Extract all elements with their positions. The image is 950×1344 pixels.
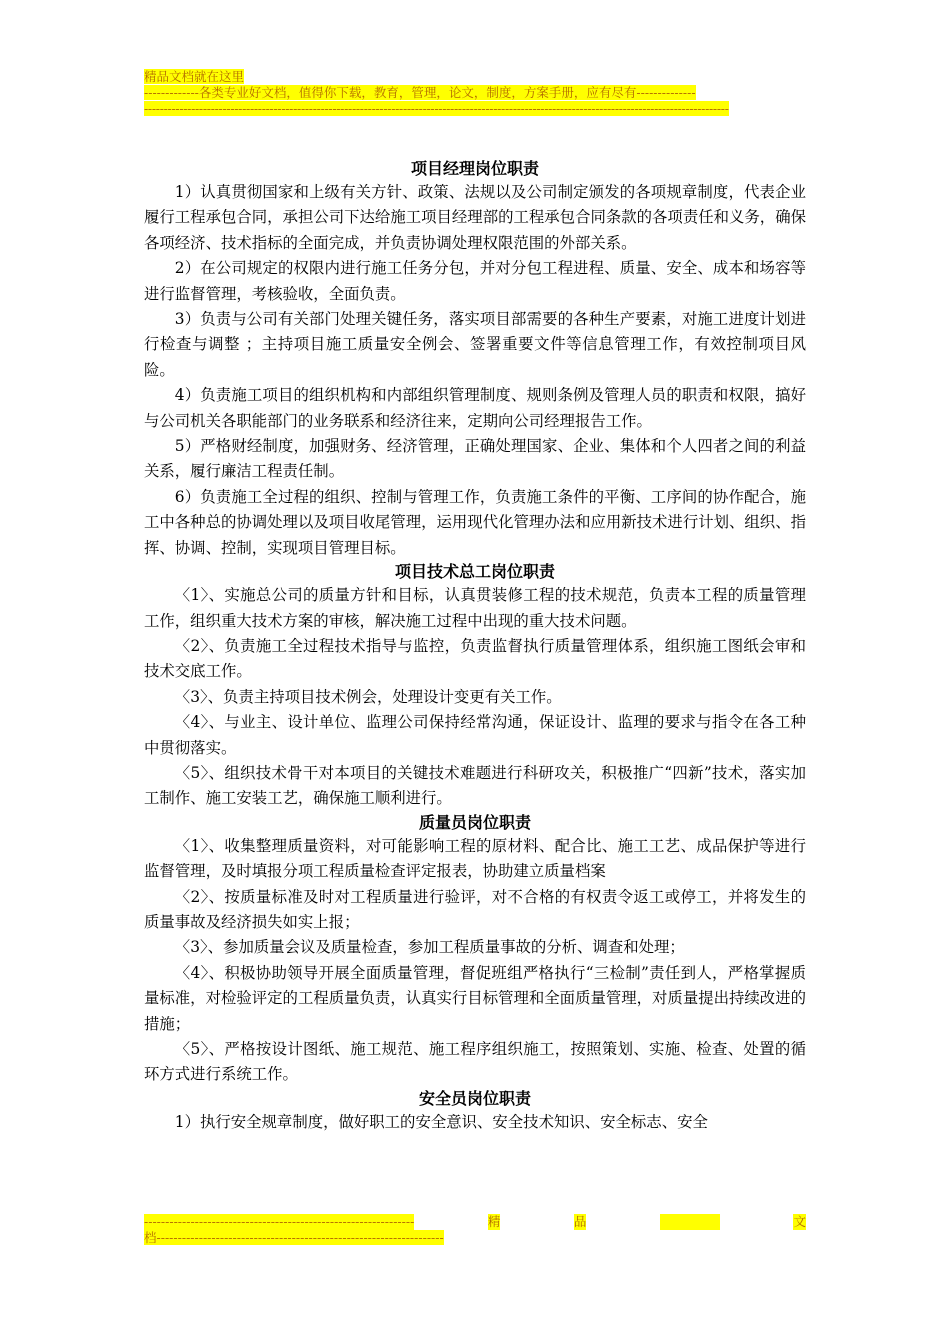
section-safety-officer <box>144 1088 806 1135</box>
paragraph: 〈2〉、负责施工全过程技术指导与监控，负责监督执行质量管理体系，组织施工图纸会审和技术交底工作。 <box>144 636 806 681</box>
paragraph: 〈1〉、收集整理质量资料，对可能影响工程的原材料、配合比、施工工艺、成品保护等进行监督管理，及时填报分项工程质量检查评定报表，协助建立质量档案 <box>144 836 806 881</box>
paragraph: 〈3〉、负责主持项目技术例会，处理设计变更有关工作。 <box>174 687 562 706</box>
section-title: 安全员岗位职责 <box>418 1088 531 1108</box>
footer-line: 档-------------------------------------------------------------------- <box>144 1230 444 1245</box>
paragraph: 〈5〉、组织技术骨干对本项目的关键技术难题进行科研攻关，积极推广“四新”技术，落实加工制作、施工安装工艺，确保施工顺利进行。 <box>144 763 806 808</box>
section-title: 质量员岗位职责 <box>418 812 531 832</box>
paragraph: 2）在公司规定的权限内进行施工任务分包，并对分包工程进程、质量、安全、成本和场容等进行监督管理，考核验收，全面负责。 <box>144 259 806 303</box>
paragraph: 4）负责施工项目的组织机构和内部组织管理制度、规则条例及管理人员的职责和权限，搞好与公司机关各职能部门的业务联系和经济往来，定期向公司经理报告工作。 <box>144 386 806 430</box>
section-title: 项目技术总工岗位职责 <box>394 562 555 582</box>
section-title: 项目经理岗位职责 <box>410 159 539 178</box>
paragraph: 5）严格财经制度，加强财务、经济管理，正确处理国家、企业、集体和个人四者之间的利益关系，履行廉洁工程责任制。 <box>144 437 806 481</box>
paragraph: 1）执行安全规章制度，做好职工的安全意识、安全技术知识、安全标志、安全 <box>174 1112 708 1131</box>
section-project-manager <box>144 158 806 561</box>
paragraph: 6）负责施工全过程的组织、控制与管理工作，负责施工条件的平衡、工序间的协作配合，施工中各种总的协调处理以及项目收尾管理，运用现代化管理办法和应用新技术进行计划、组织、指挥、协调、控制，实现项目管理目标。 <box>144 487 806 557</box>
paragraph: 〈4〉、积极协助领导开展全面质量管理，督促班组严格执行“三检制”责任到人，严格掌握质量标准，对检验评定的工程质量负责，认真实行目标管理和全面质量管理，对质量提出持续改进的措施； <box>144 963 806 1033</box>
header-banner-slogan: -------------各类专业好文档，值得你下载，教育，管理，论文，制度，方案手册，应有尽有-------------- <box>144 85 696 100</box>
paragraph: 〈5〉、严格按设计图纸、施工规范、施工程序组织施工，按照策划、实施、检查、处置的循环方式进行系统工作。 <box>144 1040 806 1084</box>
footer-banner <box>144 1214 806 1246</box>
document-body <box>144 158 806 1135</box>
section-chief-engineer <box>144 561 806 812</box>
paragraph: 1）认真贯彻国家和上级有关方针、政策、法规以及公司制定颁发的各项规章制度，代表企业履行工程承包合同，承担公司下达给施工项目经理部的工程承包合同条款的各项责任和义务，确保各项经济、技术指标的全面完成，并负责协调处理权限范围的外部关系。 <box>144 183 806 252</box>
footer-line: ---------------------------------------------------------------- 精 品 文 <box>144 1214 806 1229</box>
paragraph: 〈1〉、实施总公司的质量方针和目标，认真贯装修工程的技术规范，负责本工程的质量管理工作，组织重大技术方案的审核，解决施工过程中出现的重大技术问题。 <box>144 586 806 630</box>
header-divider: ----------------------------------------------------------------------------------------------------------------------------------------------------- <box>144 101 729 116</box>
paragraph: 〈3〉、参加质量会议及质量检查，参加工程质量事故的分析、调查和处理； <box>174 938 685 957</box>
paragraph: 〈4〉、与业主、设计单位、监理公司保持经常沟通，保证设计、监理的要求与指令在各工种中贯彻落实。 <box>144 713 806 757</box>
header-banner-title: 精品文档就在这里 <box>144 69 245 84</box>
section-quality-inspector <box>144 812 806 1088</box>
paragraph: 〈2〉、按质量标准及时对工程质量进行验评，对不合格的有权责令返工或停工，并将发生的质量事故及经济损失如实上报； <box>144 887 806 931</box>
paragraph: 3）负责与公司有关部门处理关键任务，落实项目部需要的各种生产要素，对施工进度计划进行检查与调整 ；主持项目施工质量安全例会、签署重要文件等信息管理工作，有效控制项目风险。 <box>144 310 806 379</box>
